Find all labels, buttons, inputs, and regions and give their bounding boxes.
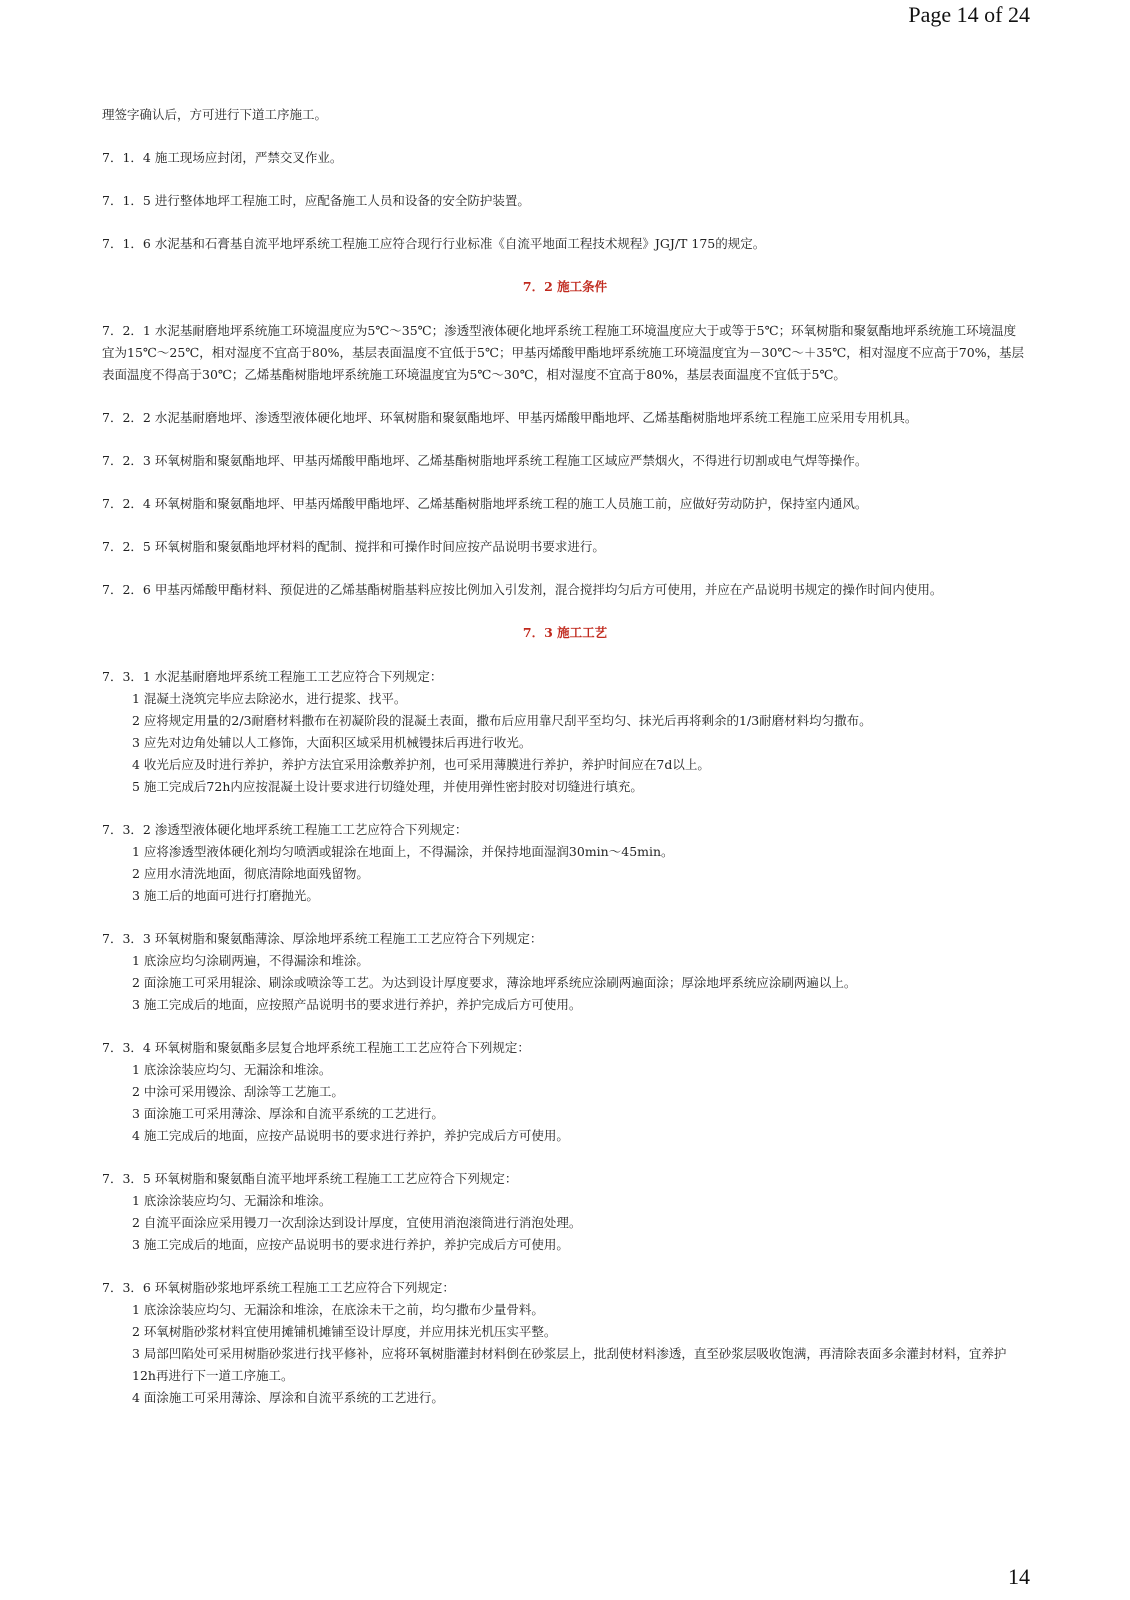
list-item: 2 自流平面涂应采用镘刀一次刮涂达到设计厚度，宜使用消泡滚筒进行消泡处理。 — [132, 1215, 582, 1230]
list-item: 2 应将规定用量的2/3耐磨材料撒布在初凝阶段的混凝土表面，撒布后应用靠尺刮平至均匀、抹光后再将剩余的1/3耐磨材料均匀撒布。 — [132, 713, 872, 728]
paragraph: 7．1．5 进行整体地坪工程施工时，应配备施工人员和设备的安全防护装置。 — [102, 193, 530, 208]
clause-lead: 7．3．4 环氧树脂和聚氨酯多层复合地坪系统工程施工工艺应符合下列规定： — [102, 1040, 530, 1055]
paragraph: 7．1．6 水泥基和石膏基自流平地坪系统工程施工应符合现行行业标准《自流平地面工程技术规程》JGJ/T 175的规定。 — [102, 236, 766, 251]
page-header: Page 14 of 24 — [908, 2, 1030, 27]
clause-lead: 7．3．1 水泥基耐磨地坪系统工程施工工艺应符合下列规定： — [102, 669, 443, 684]
list-item: 2 环氧树脂砂浆材料宜使用摊铺机摊铺至设计厚度，并应用抹光机压实平整。 — [132, 1324, 557, 1339]
list-item: 5 施工完成后72h内应按混凝土设计要求进行切缝处理，并使用弹性密封胶对切缝进行填充。 — [132, 779, 643, 794]
paragraph: 7．2．5 环氧树脂和聚氨酯地坪材料的配制、搅拌和可操作时间应按产品说明书要求进行。 — [102, 539, 605, 554]
clause-lead: 7．3．3 环氧树脂和聚氨酯薄涂、厚涂地坪系统工程施工工艺应符合下列规定： — [102, 931, 543, 946]
list-item: 1 底涂涂装应均匀、无漏涂和堆涂，在底涂未干之前，均匀撒布少量骨料。 — [132, 1302, 544, 1317]
section-heading-7-3: 7．3 施工工艺 — [522, 625, 608, 640]
list-item: 4 收光后应及时进行养护，养护方法宜采用涂敷养护剂，也可采用薄膜进行养护，养护时间应在7d以上。 — [132, 757, 710, 772]
paragraph: 7．2．1 水泥基耐磨地坪系统施工环境温度应为5℃～35℃；渗透型液体硬化地坪系统工程施工环境温度应大于或等于5℃；环氧树脂和聚氨酯地坪系统施工环境温度宜为15℃～25℃，相对湿度不宜高于80%，基层表面温度不宜低于5℃；甲基丙烯酸甲酯地坪系统施工环境温度宜为－30℃～＋35℃，相对湿度不应高于70%，基层表面温度不得高于30℃；乙烯基酯树脂地坪系统施工环境温度宜为5℃～30℃，相对湿度不宜高于80%，基层表面温度不宜低于5℃。 — [102, 323, 1025, 382]
list-item: 3 应先对边角处辅以人工修饰，大面积区域采用机械镘抹后再进行收光。 — [132, 735, 532, 750]
clause-7-3-6 — [102, 1277, 1028, 1409]
list-item: 1 应将渗透型液体硬化剂均匀喷洒或辊涂在地面上，不得漏涂，并保持地面湿润30min～45min。 — [132, 844, 674, 859]
clause-lead: 7．3．6 环氧树脂砂浆地坪系统工程施工工艺应符合下列规定： — [102, 1280, 455, 1295]
paragraph: 7．2．2 水泥基耐磨地坪、渗透型液体硬化地坪、环氧树脂和聚氨酯地坪、甲基丙烯酸甲酯地坪、乙烯基酯树脂地坪系统工程施工应采用专用机具。 — [102, 410, 918, 425]
list-item: 4 施工完成后的地面，应按产品说明书的要求进行养护，养护完成后方可使用。 — [132, 1128, 569, 1143]
list-item: 3 施工完成后的地面，应按产品说明书的要求进行养护，养护完成后方可使用。 — [132, 1237, 569, 1252]
list-item: 1 底涂涂装应均匀、无漏涂和堆涂。 — [132, 1193, 332, 1208]
section-heading-7-2: 7．2 施工条件 — [522, 279, 608, 294]
list-item: 2 应用水清洗地面，彻底清除地面残留物。 — [132, 866, 369, 881]
page-number: 14 — [1008, 1564, 1030, 1589]
paragraph: 7．2．3 环氧树脂和聚氨酯地坪、甲基丙烯酸甲酯地坪、乙烯基酯树脂地坪系统工程施工区域应严禁烟火，不得进行切割或电气焊等操作。 — [102, 453, 868, 468]
list-item: 2 面涂施工可采用辊涂、刷涂或喷涂等工艺。为达到设计厚度要求，薄涂地坪系统应涂刷两遍面涂；厚涂地坪系统应涂刷两遍以上。 — [132, 975, 857, 990]
clause-7-3-4 — [102, 1037, 1028, 1147]
clause-7-3-3 — [102, 928, 1028, 1016]
list-item: 1 混凝土浇筑完毕应去除泌水，进行提浆、找平。 — [132, 691, 407, 706]
paragraph: 7．1．4 施工现场应封闭，严禁交叉作业。 — [102, 150, 343, 165]
list-item: 3 施工完成后的地面，应按照产品说明书的要求进行养护，养护完成后方可使用。 — [132, 997, 582, 1012]
clause-7-3-2 — [102, 819, 1028, 907]
paragraph: 7．2．4 环氧树脂和聚氨酯地坪、甲基丙烯酸甲酯地坪、乙烯基酯树脂地坪系统工程的施工人员施工前，应做好劳动防护，保持室内通风。 — [102, 496, 868, 511]
list-item: 1 底涂应均匀涂刷两遍，不得漏涂和堆涂。 — [132, 953, 369, 968]
clause-lead: 7．3．2 渗透型液体硬化地坪系统工程施工工艺应符合下列规定： — [102, 822, 468, 837]
clause-7-3-5 — [102, 1168, 1028, 1256]
list-item: 3 面涂施工可采用薄涂、厚涂和自流平系统的工艺进行。 — [132, 1106, 444, 1121]
list-item: 2 中涂可采用镘涂、刮涂等工艺施工。 — [132, 1084, 344, 1099]
paragraph: 7．2．6 甲基丙烯酸甲酯材料、预促进的乙烯基酯树脂基料应按比例加入引发剂，混合搅拌均匀后方可使用，并应在产品说明书规定的操作时间内使用。 — [102, 582, 943, 597]
clause-7-3-1 — [102, 666, 1028, 798]
document-body — [102, 104, 1028, 1430]
list-item: 4 面涂施工可采用薄涂、厚涂和自流平系统的工艺进行。 — [132, 1390, 444, 1405]
list-item: 3 施工后的地面可进行打磨抛光。 — [132, 888, 319, 903]
list-item: 1 底涂涂装应均匀、无漏涂和堆涂。 — [132, 1062, 332, 1077]
paragraph: 理签字确认后，方可进行下道工序施工。 — [102, 107, 328, 122]
list-item: 3 局部凹陷处可采用树脂砂浆进行找平修补，应将环氧树脂灌封材料倒在砂浆层上，批刮使材料渗透，直至砂浆层吸收饱满，再清除表面多余灌封材料，宜养护12h再进行下一道工序施工。 — [132, 1346, 1007, 1383]
clause-lead: 7．3．5 环氧树脂和聚氨酯自流平地坪系统工程施工工艺应符合下列规定： — [102, 1171, 518, 1186]
